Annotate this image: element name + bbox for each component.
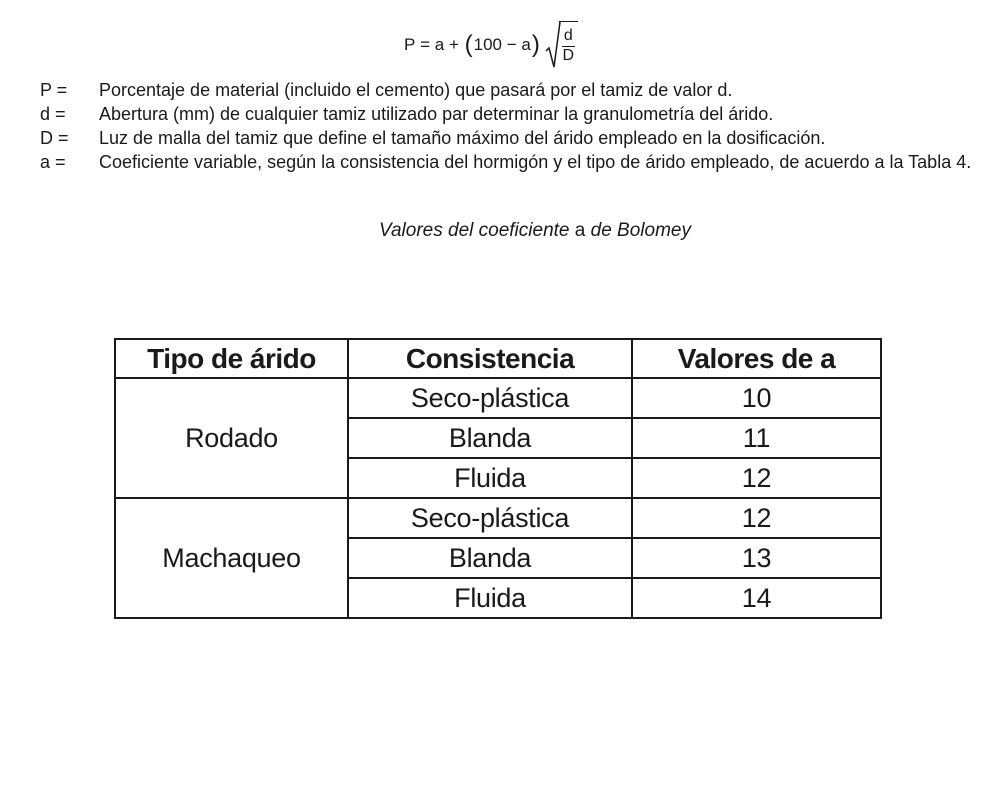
- definition-row: [40, 150, 990, 174]
- caption-suffix: de Bolomey: [590, 220, 691, 241]
- formula-hundred-minus-a: 100 − a: [473, 35, 531, 54]
- aggregate-type-cell: Machaqueo: [115, 498, 348, 618]
- value-cell: 12: [632, 458, 881, 498]
- consistency-cell: Fluida: [348, 578, 632, 618]
- formula-open-paren: (: [464, 31, 473, 58]
- caption-prefix: Valores del coeficiente: [379, 220, 570, 241]
- definition-term: P =: [40, 80, 68, 100]
- consistency-cell: Seco-plástica: [348, 378, 632, 418]
- radicand: [559, 21, 578, 69]
- formula-equals: =: [420, 35, 431, 54]
- value-cell: 13: [632, 538, 881, 578]
- aggregate-type-cell: Rodado: [115, 378, 348, 498]
- header-consistencia: Consistencia: [348, 339, 632, 378]
- header-valores-a: Valores de a: [632, 339, 881, 378]
- table-row: [115, 498, 881, 538]
- table-row: [115, 378, 881, 418]
- definition-text: Abertura (mm) de cualquier tamiz utilizado par determinar la granulometría del árido.: [99, 104, 774, 124]
- consistency-cell: Blanda: [348, 418, 632, 458]
- square-root: [545, 21, 578, 69]
- value-cell: 10: [632, 378, 881, 418]
- consistency-cell: Fluida: [348, 458, 632, 498]
- formula-term-a: a: [434, 35, 445, 54]
- value-cell: 12: [632, 498, 881, 538]
- bolomey-coefficient-table: [114, 338, 882, 619]
- fraction-numerator: d: [562, 28, 575, 47]
- definition-text: Coeficiente variable, según la consistencia del hormigón y el tipo de árido empleado, de acuerdo a la Tabla 4.: [99, 152, 972, 172]
- definition-term: D =: [40, 128, 69, 148]
- table-caption: [0, 220, 1000, 242]
- value-cell: 11: [632, 418, 881, 458]
- definition-text: Porcentaje de material (incluido el cemento) que pasará por el tamiz de valor d.: [99, 80, 733, 100]
- formula-close-paren: ): [531, 31, 540, 58]
- fraction-denominator: D: [562, 47, 575, 64]
- consistency-cell: Seco-plástica: [348, 498, 632, 538]
- consistency-cell: Blanda: [348, 538, 632, 578]
- table-header-row: [115, 339, 881, 378]
- definition-text: Luz de malla del tamiz que define el tamaño máximo del árido empleado en la dosificación.: [99, 128, 826, 148]
- formula-plus: +: [448, 35, 459, 54]
- caption-coefficient: a: [574, 220, 586, 241]
- value-cell: 14: [632, 578, 881, 618]
- variable-definitions: [40, 78, 990, 174]
- definition-row: [40, 78, 990, 102]
- formula-lhs: P: [404, 35, 416, 54]
- definition-term: d =: [40, 104, 66, 124]
- bolomey-formula: [404, 20, 578, 70]
- definition-row: [40, 102, 990, 126]
- fraction: [562, 28, 575, 65]
- definition-term: a =: [40, 152, 66, 172]
- header-tipo-arido: Tipo de árido: [115, 339, 348, 378]
- definition-row: [40, 126, 990, 150]
